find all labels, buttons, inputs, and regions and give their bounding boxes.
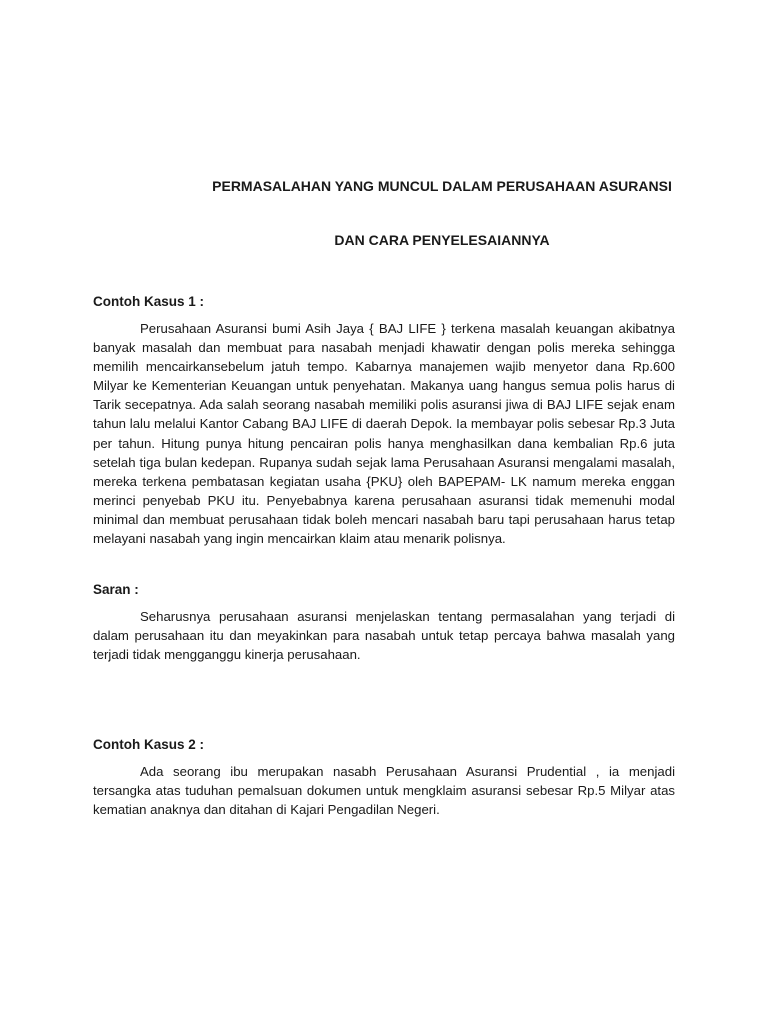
suggestion-paragraph: Seharusnya perusahaan asuransi menjelaskan tentang permasalahan yang terjadi di dalam perusahaan itu dan meyakinkan para nasabah untuk tetap percaya bahwa masalah yang terjadi tidak mengganggu kinerja perusahaan. — [93, 609, 675, 663]
suggestion-heading: Saran : — [93, 582, 139, 597]
document-title: PERMASALAHAN YANG MUNCUL DALAM PERUSAHAAN ASURANSI — [212, 178, 672, 194]
case-2-heading: Contoh Kasus 2 : — [93, 737, 205, 752]
case-2-paragraph: Ada seorang ibu merupakan nasabh Perusahaan Asuransi Prudential , ia menjadi tersangka atas tuduhan pemalsuan dokumen untuk mengklaim asuransi sebesar Rp.5 Milyar atas kematian anaknya dan ditahan di Kajari Pengadilan Negeri. — [93, 764, 675, 818]
document-subtitle: DAN CARA PENYELESAIANNYA — [334, 232, 550, 248]
case-1-heading: Contoh Kasus 1 : — [93, 294, 205, 309]
case-1-paragraph: Perusahaan Asuransi bumi Asih Jaya { BAJ LIFE } terkena masalah keuangan akibatnya banyak masalah dan membuat para nasabah menjadi khawatir dengan polis mereka sehingga memilih mencairkansebelum jatuh tempo. Kabarnya manajemen wajib menyetor dana Rp.600 Milyar ke Kementerian Keuangan untuk penyehatan. Makanya uang hangus semua polis harus di Tarik secepatnya. Ada salah seorang nasabah memiliki polis asuransi jiwa di BAJ LIFE sejak enam tahun lalu melalui Kantor Cabang BAJ LIFE di daerah Depok. Ia membayar polis sebesar Rp.3 Juta per tahun. Hitung punya hitung pencairan polis hanya menghasilkan dana kembalian Rp.6 juta setelah tiga bulan kedepan. Rupanya sudah sejak lama Perusahaan Asuransi mengalami masalah, mereka terkena pembatasan kegiatan usaha {PKU} oleh BAPEPAM- LK namum mereka enggan merinci penyebab PKU itu. Penyebabnya karena perusahaan asuransi tidak memenuhi modal minimal dan membuat perusahaan tidak boleh mencari nasabah baru tapi perusahaan harus tetap melayani nasabah yang ingin mencairkan klaim atau menarik polisnya. — [93, 321, 675, 547]
